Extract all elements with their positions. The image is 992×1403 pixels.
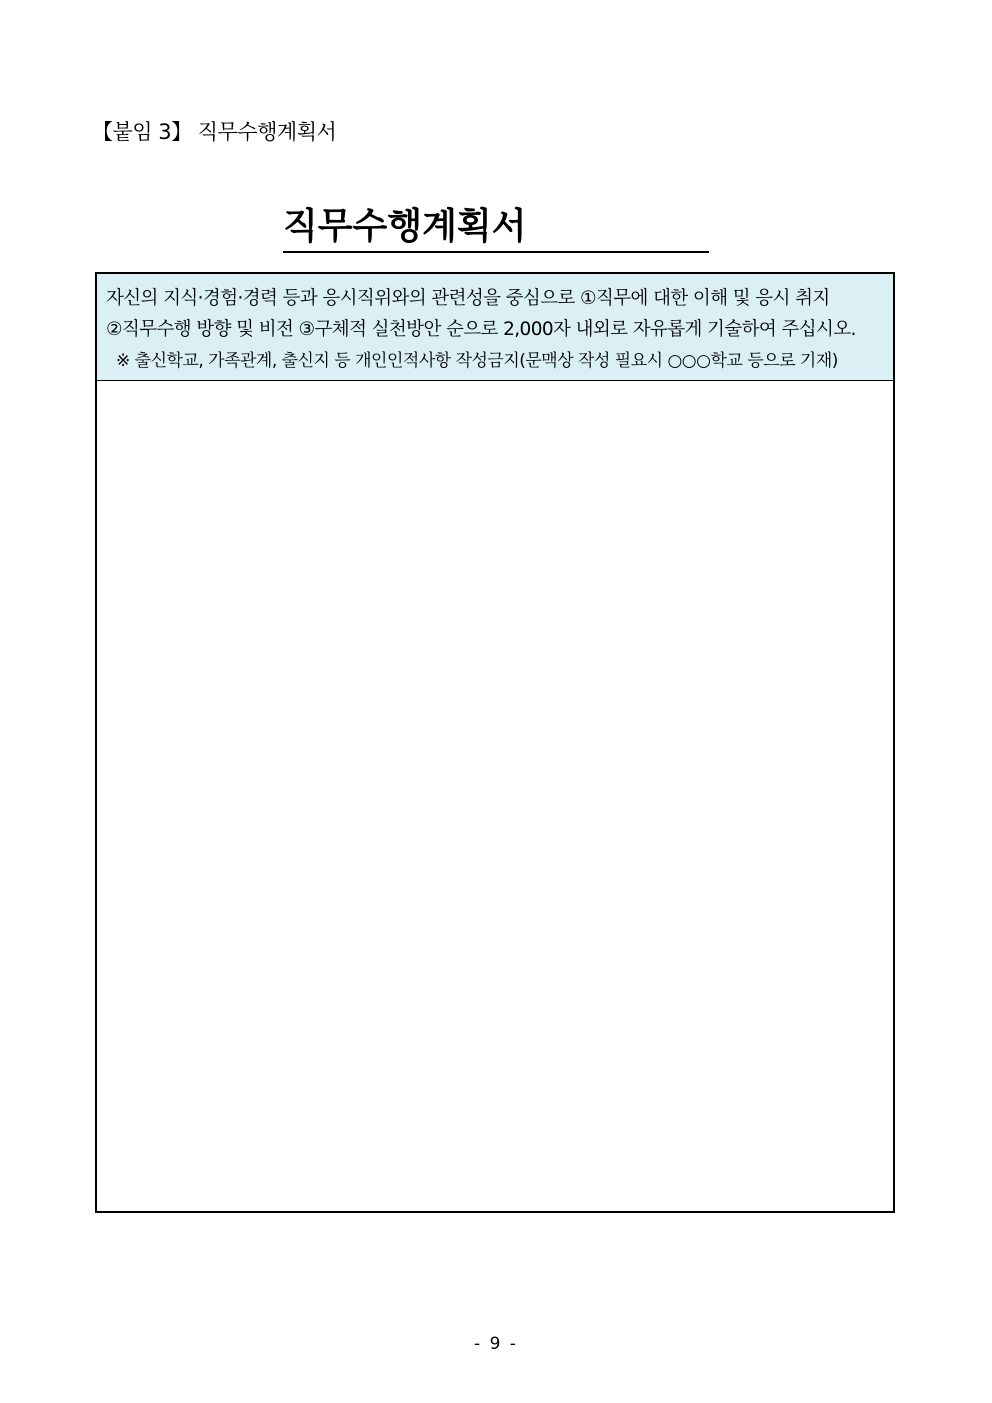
attachment-label: 【붙임 3】 직무수행계획서 bbox=[92, 120, 337, 144]
document-title: 직무수행계획서 bbox=[283, 205, 709, 253]
job-plan-form bbox=[95, 272, 895, 1213]
instruction-cell bbox=[97, 274, 893, 381]
instruction-line-2: ②직무수행 방향 및 비전 ③구체적 실천방안 순으로 2,000자 내외로 자유롭게 기술하여 주십시오. bbox=[106, 319, 856, 340]
page-number: - 9 - bbox=[474, 1334, 518, 1354]
instruction-note: ※ 출신학교, 가족관계, 출신지 등 개인인적사항 작성금지(문맥상 작성 필요시 ○○○학교 등으로 기재) bbox=[116, 351, 838, 371]
instruction-line-1: 자신의 지식·경험·경력 등과 응시직위와의 관련성을 중심으로 ①직무에 대한 이해 및 응시 취지 bbox=[106, 288, 830, 309]
answer-area[interactable] bbox=[97, 381, 893, 1209]
